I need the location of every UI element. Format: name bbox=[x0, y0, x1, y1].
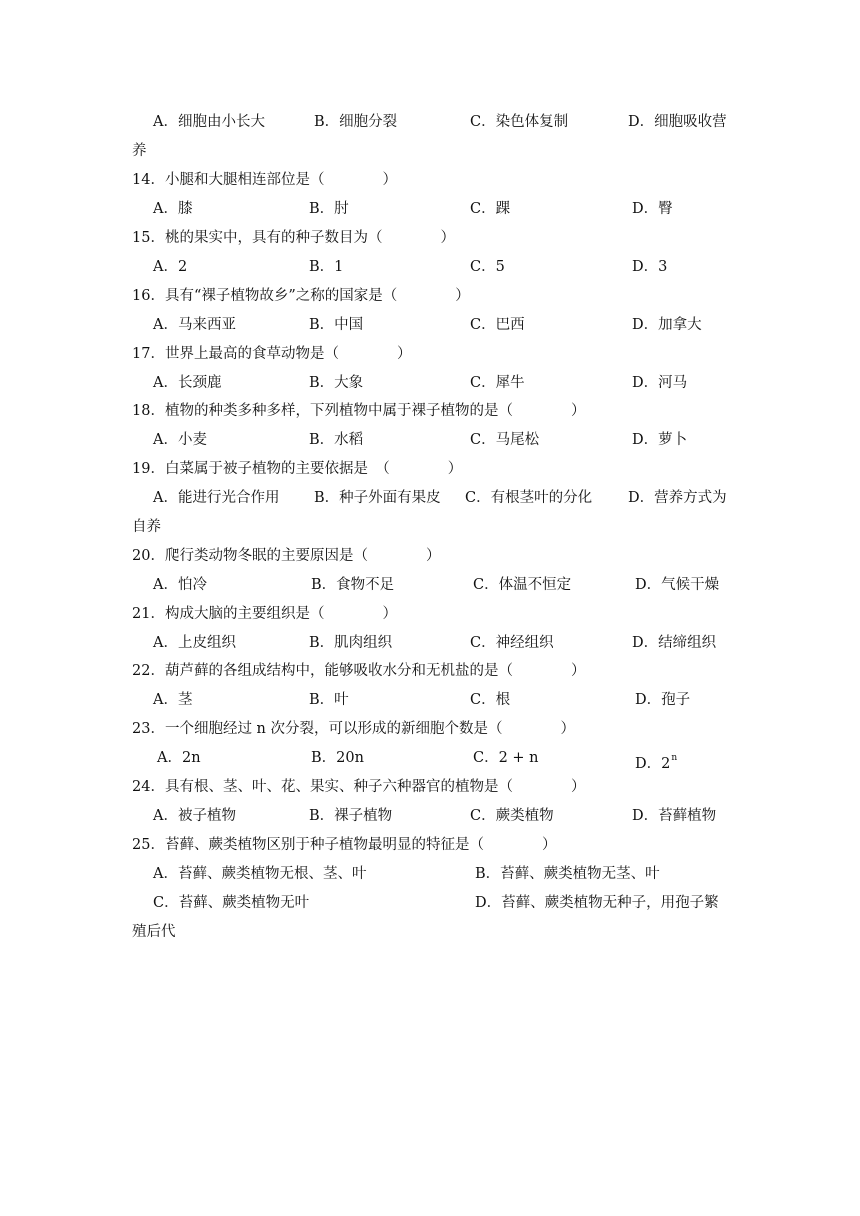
option-b: B．苔藓、蕨类植物无茎、叶 bbox=[475, 866, 660, 882]
option-d: D．臀 bbox=[632, 201, 673, 217]
option-a: A．苔藓、蕨类植物无根、茎、叶 bbox=[153, 866, 367, 882]
option-d: D．气候干燥 bbox=[635, 577, 720, 593]
option-d: D．细胞吸收营 bbox=[628, 114, 727, 130]
option-b: B．种子外面有果皮 bbox=[314, 490, 441, 506]
option-d: D．河马 bbox=[632, 375, 688, 391]
option-b: B．肘 bbox=[309, 201, 349, 217]
option-b: B．1 bbox=[309, 259, 344, 275]
question-stem: 22．葫芦藓的各组成结构中，能够吸收水分和无机盐的是（ ） bbox=[132, 663, 586, 679]
option-a: A．小麦 bbox=[153, 432, 207, 448]
option-a: A．怕冷 bbox=[153, 577, 207, 593]
option-d-text: D．2 bbox=[635, 756, 671, 772]
option-a: A．被子植物 bbox=[153, 808, 236, 824]
option-c: C．踝 bbox=[470, 201, 511, 217]
option-c: C．犀牛 bbox=[470, 375, 525, 391]
option-c: C．巴西 bbox=[470, 317, 525, 333]
option-a: A．长颈鹿 bbox=[153, 375, 222, 391]
option-a: A．茎 bbox=[153, 692, 193, 708]
option-b: B．肌肉组织 bbox=[309, 635, 393, 651]
question-stem: 21．构成大脑的主要组织是（ ） bbox=[132, 606, 397, 622]
option-d: D．加拿大 bbox=[632, 317, 702, 333]
option-wrap: 自养 bbox=[132, 519, 161, 535]
option-d: D．3 bbox=[632, 259, 668, 275]
question-stem: 25．苔藓、蕨类植物区别于种子植物最明显的特征是（ ） bbox=[132, 837, 557, 853]
option-a: A．2n bbox=[157, 750, 201, 766]
option-d: D．结缔组织 bbox=[632, 635, 717, 651]
option-d bbox=[635, 748, 677, 774]
option-b: B．细胞分裂 bbox=[314, 114, 398, 130]
option-b: B．大象 bbox=[309, 375, 364, 391]
option-d: D．孢子 bbox=[635, 692, 691, 708]
option-c: C．染色体复制 bbox=[470, 114, 569, 130]
option-c: C．根 bbox=[470, 692, 511, 708]
option-b: B．水稻 bbox=[309, 432, 364, 448]
option-c: C．苔藓、蕨类植物无叶 bbox=[153, 895, 310, 911]
question-stem: 17．世界上最高的食草动物是（ ） bbox=[132, 346, 412, 362]
option-b: B．中国 bbox=[309, 317, 364, 333]
option-c: C．2 + n bbox=[473, 750, 539, 766]
option-wrap: 养 bbox=[132, 143, 147, 159]
option-d: D．萝卜 bbox=[632, 432, 688, 448]
question-stem: 14．小腿和大腿相连部位是（ ） bbox=[132, 172, 397, 188]
option-d: D．苔藓植物 bbox=[632, 808, 717, 824]
question-stem: 15．桃的果实中，具有的种子数目为（ ） bbox=[132, 230, 455, 246]
question-stem: 18．植物的种类多种多样，下列植物中属于裸子植物的是（ ） bbox=[132, 403, 586, 419]
question-stem: 20．爬行类动物冬眠的主要原因是（ ） bbox=[132, 548, 441, 564]
option-c: C．5 bbox=[470, 259, 505, 275]
option-c: C．有根茎叶的分化 bbox=[465, 490, 593, 506]
option-c: C．马尾松 bbox=[470, 432, 540, 448]
option-b: B．裸子植物 bbox=[309, 808, 393, 824]
option-a: A．细胞由小长大 bbox=[153, 114, 265, 130]
option-a: A．膝 bbox=[153, 201, 193, 217]
option-b: B．食物不足 bbox=[311, 577, 395, 593]
option-c: C．体温不恒定 bbox=[473, 577, 572, 593]
option-a: A．上皮组织 bbox=[153, 635, 236, 651]
question-stem: 19．白菜属于被子植物的主要依据是 （ ） bbox=[132, 461, 463, 477]
option-a: A．能进行光合作用 bbox=[153, 490, 280, 506]
question-stem: 24．具有根、茎、叶、花、果实、种子六种器官的植物是（ ） bbox=[132, 779, 586, 795]
option-b: B．20n bbox=[311, 750, 364, 766]
question-stem: 23．一个细胞经过 n 次分裂，可以形成的新细胞个数是（ ） bbox=[132, 721, 576, 737]
option-a: A．2 bbox=[153, 259, 188, 275]
exponent: n bbox=[671, 753, 678, 763]
option-d: D．苔藓、蕨类植物无种子，用孢子繁 bbox=[475, 895, 719, 911]
option-d: D．营养方式为 bbox=[628, 490, 727, 506]
option-c: C．神经组织 bbox=[470, 635, 554, 651]
option-wrap: 殖后代 bbox=[132, 924, 176, 940]
option-b: B．叶 bbox=[309, 692, 349, 708]
option-c: C．蕨类植物 bbox=[470, 808, 554, 824]
option-a: A．马来西亚 bbox=[153, 317, 236, 333]
question-stem: 16．具有“裸子植物故乡”之称的国家是（ ） bbox=[132, 288, 470, 304]
